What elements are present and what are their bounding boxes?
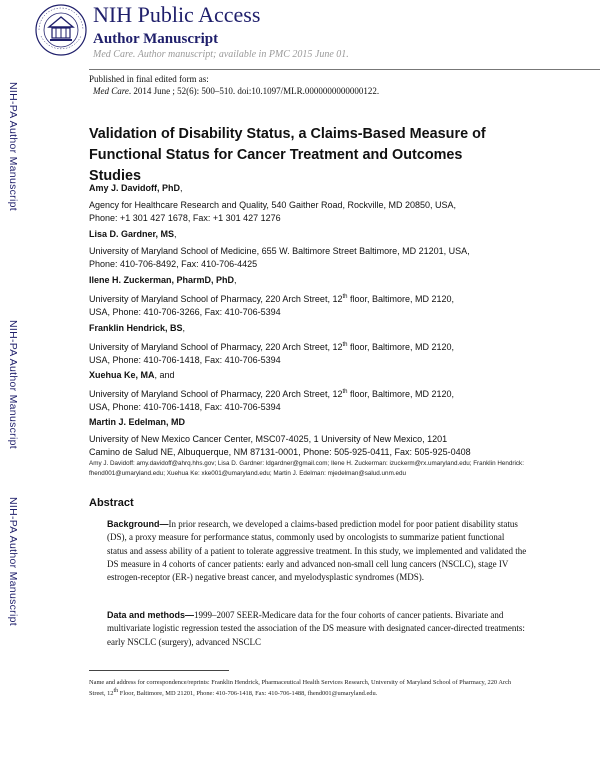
footnote-part: Floor, Baltimore, MD 21201, Phone: 410-706-1418, Fax: 410-706-1488, fhend001@umaryland.edu. [118,690,378,698]
side-label-manuscript: NIH-PA Author Manuscript [7,497,19,626]
ordinal-suffix: th [342,342,348,348]
author-suffix: , [180,183,183,193]
author-suffix: , [174,229,177,239]
author-contact: Phone: 410-706-8492, Fax: 410-706-4425 [89,259,258,269]
affiliation-part: floor, Baltimore, MD 2120, [347,389,455,399]
correspondence-footnote [89,678,521,699]
author-name: Lisa D. Gardner, MS [89,229,175,239]
author-contact: USA, Phone: 410-706-1418, Fax: 410-706-5394 [89,402,281,412]
author-affiliation [89,339,519,354]
abstract-heading: Abstract [89,497,134,509]
author-manuscript-title: Author Manuscript [93,31,219,47]
affiliation-part: floor, Baltimore, MD 2120, [347,342,455,352]
ordinal-suffix: th [113,688,119,695]
author-name: Xuehua Ke, MA [89,370,155,380]
methods-text: 1999–2007 SEER-Medicare data for the four cohorts of cancer patients. Bivariate and multivariate logistic regression tested the association of the DS measure with designated cancer-directed treatments: early NSCLC (surgery), advanced NSCLC [107,610,525,647]
article-title: Validation of Disability Status, a Claims-Based Measure of Functional Status for Cancer Treatment and Outcomes Studies [89,126,486,184]
author-affiliation: University of Maryland School of Medicine, 655 W. Baltimore Street Baltimore, MD 21201, USA, [89,246,470,256]
author-block [89,365,519,414]
author-suffix: , [182,323,186,333]
author-contact: Phone: +1 301 427 1678, Fax: +1 301 427 1276 [89,213,281,223]
citation-journal: Med Care [93,86,129,96]
availability-note: Med Care. Author manuscript; available in PMC 2015 June 01. [93,49,349,60]
author-affiliation: University of New Mexico Cancer Center, MSC07-4025, 1 University of New Mexico, 1201 [89,434,448,444]
author-emails: Amy J. Davidoff: amy.davidoff@ahrq.hhs.gov; Lisa D. Gardner: ldgardner@gmail.com; Ilene H. Zuckerman: izuckerm@rx.umaryland.edu; Franklin Hendrick: fhend001@umaryland.edu; Xuehua Ke: xke001@umaryland.edu; Martin J. Edelman: mjedelman@salud.unm.edu [89,460,524,477]
author-contact: USA, Phone: 410-706-3266, Fax: 410-706-5394 [89,307,281,317]
footnote-part: Name and address for correspondence/reprints: Franklin Hendrick, Pharmaceutical Health Services Research, University of Maryland School of Pharmacy, 220 Arch Street, 12 [89,679,512,698]
ordinal-suffix: th [342,294,348,300]
author-block [89,412,519,459]
affiliation-part: University of Maryland School of Pharmacy, 220 Arch Street, 12 [89,389,343,399]
affiliation-part: University of Maryland School of Pharmacy, 220 Arch Street, 12 [89,294,343,304]
citation-details: . 2014 June ; 52(6): 500–510. doi:10.1097/MLR.0000000000000122. [128,86,380,96]
author-contact: Camino de Salud NE, Albuquerque, NM 87131-0001, Phone: 505-925-0411, Fax: 505-925-0408 [89,447,471,457]
affiliation-part: floor, Baltimore, MD 2120, [347,294,455,304]
author-affiliation: Agency for Healthcare Research and Quality, 540 Gaither Road, Rockville, MD 20850, USA, [89,200,457,210]
author-block [89,224,519,271]
nih-public-access-title: NIH Public Access [93,2,261,27]
nih-seal-icon [34,3,88,57]
header-divider [89,69,600,70]
citation [93,86,379,96]
methods-lead: Data and methods— [107,610,195,620]
author-suffix: , and [154,370,175,380]
author-name: Franklin Hendrick, BS [89,323,183,333]
side-label-manuscript: NIH-PA Author Manuscript [7,320,19,449]
background-lead: Background— [107,519,169,529]
author-name: Amy J. Davidoff, PhD [89,183,181,193]
author-block [89,270,519,319]
affiliation-part: University of Maryland School of Pharmacy, 220 Arch Street, 12 [89,342,343,352]
author-affiliation [89,291,519,306]
published-label: Published in final edited form as: [89,74,209,84]
author-name: Ilene H. Zuckerman, PharmD, PhD [89,275,235,285]
footnote-divider [89,670,229,671]
author-block [89,318,519,367]
abstract-background [107,518,527,584]
ordinal-suffix: th [342,389,348,395]
author-name: Martin J. Edelman, MD [89,417,186,427]
author-suffix: , [234,275,237,285]
author-block [89,178,519,225]
abstract-methods [107,609,527,649]
side-label-manuscript: NIH-PA Author Manuscript [7,82,19,211]
author-contact: USA, Phone: 410-706-1418, Fax: 410-706-5394 [89,355,281,365]
background-text: In prior research, we developed a claims-based prediction model for poor patient disability status (DS), a proxy measure for performance status, commonly used by oncologists to summarize patient functional status and assess ability of a patient to tolerate aggressive treatment. In this study, we implemented and validated the DS measure in 4 cohorts of cancer patients: early and advanced non-small cell lung cancers (NSCLC), stage IV estrogen-receptor (ER-) negative breast cancer, and myelodysplastic syndromes (MDS). [107,519,527,583]
author-affiliation [89,386,519,401]
